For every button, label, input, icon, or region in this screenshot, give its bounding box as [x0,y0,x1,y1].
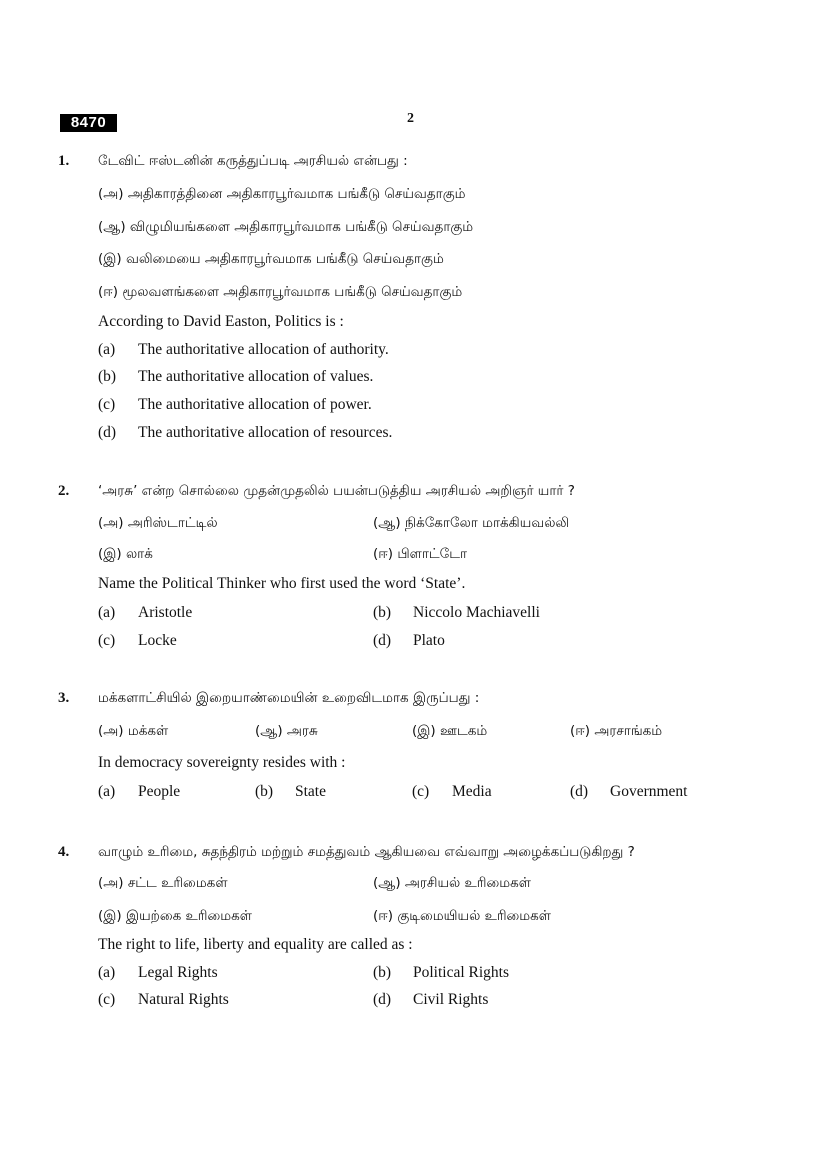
answer-option [98,395,372,415]
option-text: Niccolo Machiavelli [413,604,540,621]
page-number: 2 [407,111,414,126]
option-text: The authoritative allocation of authority. [138,341,389,358]
question-text-english: The right to life, liberty and equality are called as : [98,936,413,953]
question-text-tamil: ‘அரசு’ என்ற சொல்லை முதன்முதலில் பயன்படுத்திய அரசியல் அறிஞர் யார் ? [98,483,575,499]
option-text: Political Rights [413,964,510,981]
tamil-option: (ஈ) அரசாங்கம் [570,723,663,739]
option-text: Plato [413,632,445,649]
answer-option [412,782,492,802]
option-label: (c) [98,396,116,413]
option-text: Government [610,783,688,800]
question-text-tamil: மக்களாட்சியில் இறையாண்மையின் உறைவிடமாக இருப்பது : [98,690,480,706]
answer-option [98,423,392,443]
option-label: (c) [98,991,116,1008]
option-label: (d) [98,424,117,441]
question-number: 2. [58,483,70,499]
tamil-option: (இ) இயற்கை உரிமைகள் [98,908,252,924]
answer-option [98,963,218,983]
question-number: 3. [58,690,70,706]
answer-option [373,963,509,983]
answer-option [98,631,177,651]
option-text: Locke [138,632,177,649]
option-label: (a) [98,604,116,621]
option-text: Natural Rights [138,991,229,1008]
answer-option [98,603,192,623]
option-text: People [138,783,181,800]
answer-option [570,782,687,802]
question-text-tamil: வாழும் உரிமை, சுதந்திரம் மற்றும் சமத்துவம் ஆகியவை எவ்வாறு அழைக்கப்படுகிறது ? [98,844,635,860]
option-text: State [295,783,326,800]
tamil-option: (இ) வலிமையை அதிகாரபூர்வமாக பங்கீடு செய்வதாகும் [98,251,444,267]
tamil-option: (ஈ) மூலவளங்களை அதிகாரபூர்வமாக பங்கீடு செய்வதாகும் [98,284,463,300]
option-label: (c) [98,632,116,649]
option-text: Media [452,783,492,800]
option-label: (b) [98,368,117,385]
option-label: (d) [570,783,589,800]
tamil-option: (ஈ) பிளாட்டோ [373,546,468,562]
tamil-option: (ஆ) அரசு [255,723,318,739]
question-number: 4. [58,844,70,860]
option-text: The authoritative allocation of power. [138,396,372,413]
answer-option [98,782,180,802]
option-label: (b) [255,783,274,800]
option-label: (d) [373,991,392,1008]
tamil-option: (அ) அதிகாரத்தினை அதிகாரபூர்வமாக பங்கீடு செய்வதாகும் [98,186,466,202]
option-text: Civil Rights [413,991,489,1008]
tamil-option: (அ) அரிஸ்டாட்டில் [98,515,218,531]
answer-option [98,340,389,360]
tamil-option: (இ) லாக் [98,546,153,562]
answer-option [373,631,445,651]
option-label: (d) [373,632,392,649]
option-label: (a) [98,964,116,981]
tamil-option: (ஈ) குடிமையியல் உரிமைகள் [373,908,551,924]
option-label: (a) [98,783,116,800]
option-label: (c) [412,783,430,800]
tamil-option: (அ) மக்கள் [98,723,169,739]
option-text: The authoritative allocation of values. [138,368,374,385]
tamil-option: (ஆ) அரசியல் உரிமைகள் [373,875,531,891]
question-text-english: Name the Political Thinker who first used the word ‘State’. [98,575,466,592]
option-label: (b) [373,964,392,981]
option-text: Legal Rights [138,964,218,981]
question-text-english: According to David Easton, Politics is : [98,313,344,330]
option-text: The authoritative allocation of resources. [138,424,393,441]
option-label: (b) [373,604,392,621]
tamil-option: (ஆ) விழுமியங்களை அதிகாரபூர்வமாக பங்கீடு செய்வதாகும் [98,219,474,235]
question-number: 1. [58,153,70,169]
answer-option [98,990,229,1010]
question-text-tamil: டேவிட் ஈஸ்டனின் கருத்துப்படி அரசியல் என்பது : [98,153,408,169]
tamil-option: (அ) சட்ட உரிமைகள் [98,875,228,891]
page-code-badge: 8470 [60,114,117,132]
question-text-english: In democracy sovereignty resides with : [98,754,346,771]
answer-option [373,603,540,623]
answer-option [373,990,488,1010]
tamil-option: (ஆ) நிக்கோலோ மாக்கியவல்லி [373,515,570,531]
tamil-option: (இ) ஊடகம் [412,723,488,739]
option-label: (a) [98,341,116,358]
answer-option [98,367,373,387]
answer-option [255,782,326,802]
option-text: Aristotle [138,604,193,621]
